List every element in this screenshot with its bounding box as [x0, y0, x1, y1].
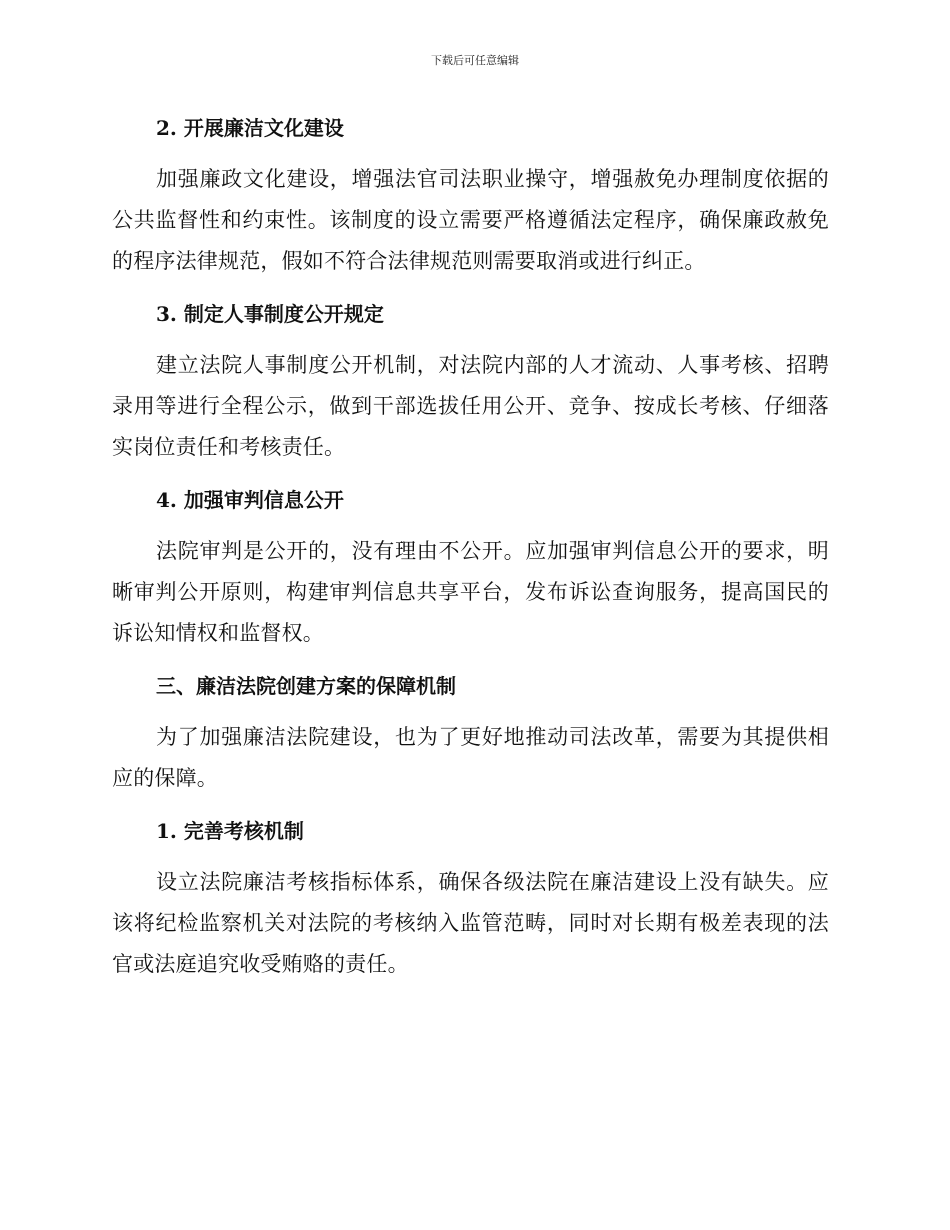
document-body — [112, 107, 829, 985]
page-header: 下载后可任意编辑 — [431, 54, 519, 67]
section-heading-3: 3. 制定人事制度公开规定 — [156, 302, 384, 326]
chapter-paragraph-3: 为了加强廉洁法院建设，也为了更好地推动司法改革，需要为其提供相应的保障。 — [112, 725, 829, 790]
section-paragraph-4: 法院审判是公开的，没有理由不公开。应加强审判信息公开的要求，明晰审判公开原则，构建审判信息共享平台，发布诉讼查询服务，提高国民的诉讼知情权和监督权。 — [112, 539, 829, 645]
section-heading-4: 4. 加强审判信息公开 — [156, 488, 344, 512]
section-paragraph-2: 加强廉政文化建设，增强法官司法职业操守，增强赦免办理制度依据的公共监督性和约束性。该制度的设立需要严格遵循法定程序，确保廉政赦免的程序法律规范，假如不符合法律规范则需要取消或进行纠正。 — [112, 167, 829, 273]
chapter-heading-3: 三、廉洁法院创建方案的保障机制 — [156, 674, 456, 698]
section-heading-2: 2. 开展廉洁文化建设 — [156, 116, 344, 140]
section-heading-1: 1. 完善考核机制 — [156, 819, 304, 843]
section-paragraph-3: 建立法院人事制度公开机制，对法院内部的人才流动、人事考核、招聘录用等进行全程公示，做到干部选拔任用公开、竞争、按成长考核、仔细落实岗位责任和考核责任。 — [112, 353, 829, 459]
section-paragraph-1: 设立法院廉洁考核指标体系，确保各级法院在廉洁建设上没有缺失。应该将纪检监察机关对法院的考核纳入监管范畴，同时对长期有极差表现的法官或法庭追究收受贿赂的责任。 — [112, 870, 829, 976]
